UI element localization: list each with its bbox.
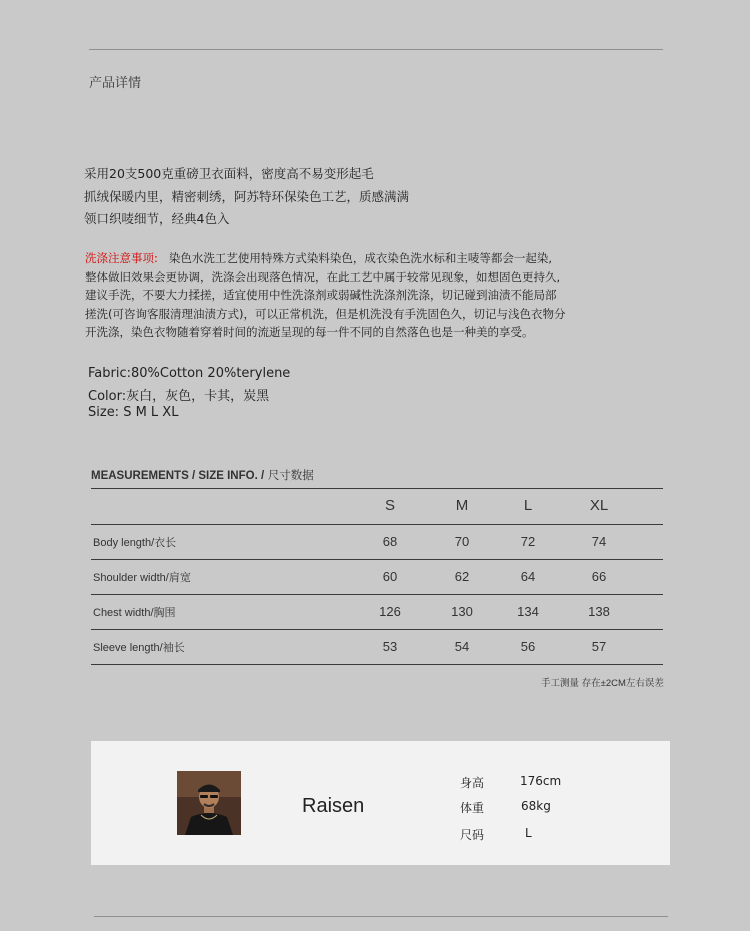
size-table xyxy=(91,488,663,665)
table-row xyxy=(91,629,663,664)
row-value: 56 xyxy=(497,629,559,664)
spec-size: Size: S M L XL xyxy=(88,405,179,420)
description-line: 采用20支500克重磅卫衣面料，密度高不易变形起毛 xyxy=(84,166,374,181)
header-label-cell xyxy=(91,488,353,524)
row-spacer xyxy=(639,524,663,559)
row-value: 57 xyxy=(559,629,639,664)
row-value: 64 xyxy=(497,559,559,594)
row-value: 130 xyxy=(427,594,497,629)
row-value: 72 xyxy=(497,524,559,559)
measurements-heading xyxy=(91,467,314,483)
size-col-l: L xyxy=(497,488,559,524)
row-label: Body length/衣长 xyxy=(91,524,353,559)
row-value: 70 xyxy=(427,524,497,559)
description-line: 领口织唛细节，经典4色入 xyxy=(84,211,230,226)
size-col-xl: XL xyxy=(559,488,639,524)
row-value: 62 xyxy=(427,559,497,594)
care-line: 搓洗(可咨询客服清理油渍方式)，可以正常机洗，但是机洗没有手洗固色久，切记与浅色衣物分 xyxy=(85,306,566,321)
spec-color: Color:灰白，灰色，卡其，炭黑 xyxy=(88,389,270,404)
size-col-s: S xyxy=(353,488,427,524)
description-line: 抓绒保暖内里，精密刺绣，阿苏特环保染色工艺，质感满满 xyxy=(84,189,410,204)
size-label: 尺码 xyxy=(460,828,485,842)
measurements-heading-en: MEASUREMENTS / SIZE INFO. / xyxy=(91,470,265,482)
top-divider xyxy=(89,49,663,50)
size-value: L xyxy=(525,826,532,840)
measurement-note: 手工测量 存在±2CM左右误差 xyxy=(541,678,664,689)
model-photo xyxy=(177,771,241,835)
bottom-divider xyxy=(94,916,668,917)
header-spacer-cell xyxy=(639,488,663,524)
row-value: 53 xyxy=(353,629,427,664)
row-value: 74 xyxy=(559,524,639,559)
table-row xyxy=(91,559,663,594)
row-value: 60 xyxy=(353,559,427,594)
height-label: 身高 xyxy=(460,776,485,790)
row-spacer xyxy=(639,594,663,629)
row-spacer xyxy=(639,559,663,594)
row-spacer xyxy=(639,629,663,664)
care-line: 整体做旧效果会更协调，洗涤会出现落色情况，在此工艺中属于较常见现象，如想固色更持久, xyxy=(85,269,561,284)
care-instructions xyxy=(85,249,565,342)
row-value: 54 xyxy=(427,629,497,664)
height-value: 176cm xyxy=(520,774,562,788)
section-title: 产品详情 xyxy=(89,76,142,91)
row-value: 126 xyxy=(353,594,427,629)
row-label: Chest width/胸围 xyxy=(91,594,353,629)
row-value: 138 xyxy=(559,594,639,629)
row-label: Sleeve length/袖长 xyxy=(91,629,353,664)
model-card xyxy=(91,741,670,865)
weight-label: 体重 xyxy=(460,801,485,815)
measurements-heading-cn: 尺寸数据 xyxy=(267,468,314,482)
weight-value: 68kg xyxy=(521,799,551,813)
size-header-row xyxy=(91,488,663,524)
row-value: 66 xyxy=(559,559,639,594)
size-col-m: M xyxy=(427,488,497,524)
row-value: 68 xyxy=(353,524,427,559)
table-row xyxy=(91,594,663,629)
row-label: Shoulder width/肩宽 xyxy=(91,559,353,594)
care-label: 洗涤注意事项: xyxy=(85,251,158,265)
spec-fabric: Fabric:80%Cotton 20%terylene xyxy=(88,366,291,381)
care-line: 建议手洗，不要大力揉搓，适宜使用中性洗涤剂或弱碱性洗涤剂洗涤，切记碰到油渍不能局部 xyxy=(85,288,557,302)
model-name: Raisen xyxy=(302,795,365,817)
row-value: 134 xyxy=(497,594,559,629)
model-photo-icon xyxy=(177,771,241,835)
care-line: 开洗涤，染色衣物随着穿着时间的流逝呈现的每一件不同的自然落色也是一种美的享受。 xyxy=(85,325,534,339)
care-line: 染色水洗工艺使用特殊方式染料染色，成衣染色洗水标和主唛等都会一起染, xyxy=(168,251,552,265)
table-row xyxy=(91,524,663,559)
